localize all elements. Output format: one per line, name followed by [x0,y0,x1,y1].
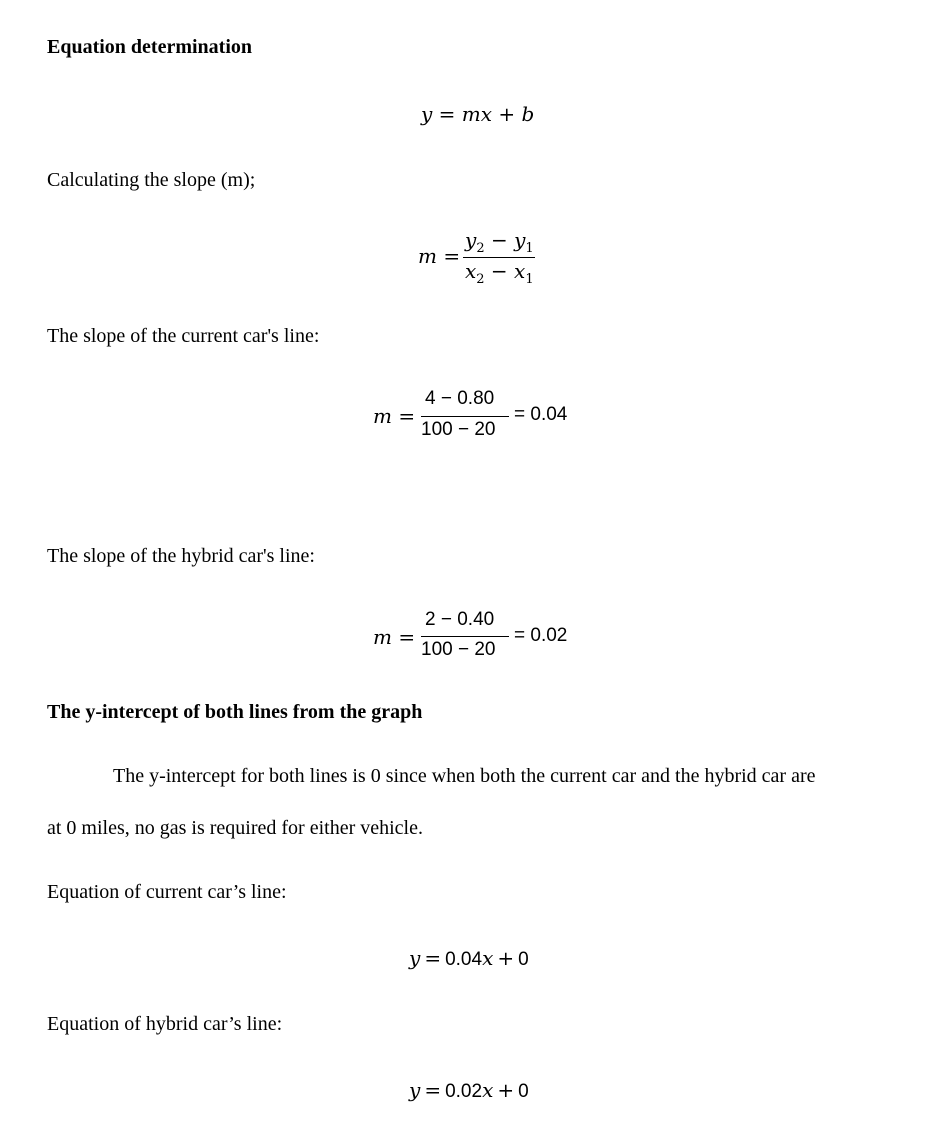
hybrid-m: m [373,625,392,649]
num-y2-sub: 2 [476,241,485,256]
eq-x: x [480,102,493,126]
hybrid-equals: = [398,625,416,649]
hybrid-slope-result: = 0.02 [514,625,568,646]
current-slope-numerator: 4 − 0.80 [425,388,495,409]
current-slope-fraction-bar [421,416,509,417]
den-x1: x [514,259,526,283]
current-slope-label: The slope of the current car's line: [47,325,320,347]
intercept-paragraph-line2: at 0 miles, no gas is required for either vehicle. [47,817,423,839]
den-x2: x [465,259,477,283]
slope-formula-denominator [465,259,534,287]
current-equation [409,946,529,971]
current-eq-coef: 0.04 [445,949,483,970]
hybrid-eq-plus: + [497,1078,515,1102]
hybrid-slope-label: The slope of the hybrid car's line: [47,545,315,567]
hybrid-slope-denominator: 100 − 20 [421,639,496,660]
den-minus: − [490,259,508,283]
hybrid-eq-coef: 0.02 [445,1081,483,1102]
eq-y: y [421,102,433,126]
formula-equals: = [443,244,461,268]
hybrid-equation [409,1078,529,1103]
num-y1: y [514,228,526,252]
intercept-paragraph-line1: The y-intercept for both lines is 0 since when both the current car and the hybrid car are [113,765,816,787]
slope-formula-numerator [465,228,534,256]
current-equals: = [398,404,416,428]
num-y1-sub: 1 [525,241,534,256]
formula-m: m [418,244,437,268]
current-eq-plus: + [497,946,515,970]
slope-formula-lhs [418,244,460,268]
current-equation-label: Equation of current car’s line: [47,881,287,903]
num-y2: y [465,228,477,252]
hybrid-slope-numerator: 2 − 0.40 [425,609,495,630]
current-slope-lhs [373,404,415,428]
hybrid-eq-x: x [482,1078,494,1102]
current-slope-denominator: 100 − 20 [421,419,496,440]
hybrid-slope-fraction-bar [421,636,509,637]
section-heading: Equation determination [47,36,253,58]
intercept-heading: The y-intercept of both lines from the graph [47,701,423,723]
slope-intro: Calculating the slope (m); [47,169,256,191]
eq-b: b [521,102,535,126]
current-eq-y: y [409,946,421,970]
hybrid-eq-equals: = [424,1078,442,1102]
den-x1-sub: 1 [525,272,534,287]
eq-m: m [461,102,481,126]
eq-plus: + [498,102,516,126]
hybrid-eq-y: y [409,1078,421,1102]
hybrid-equation-label: Equation of hybrid car’s line: [47,1013,283,1035]
current-eq-x: x [482,946,494,970]
general-equation [421,102,534,126]
slope-formula-fraction-bar [463,257,535,258]
num-minus: − [490,228,508,252]
eq-equals: = [438,102,456,126]
hybrid-slope-lhs [373,625,415,649]
current-eq-zero: 0 [518,949,529,970]
den-x2-sub: 2 [476,272,485,287]
current-eq-equals: = [424,946,442,970]
current-slope-result: = 0.04 [514,404,568,425]
hybrid-eq-zero: 0 [518,1081,529,1102]
current-m: m [373,404,392,428]
